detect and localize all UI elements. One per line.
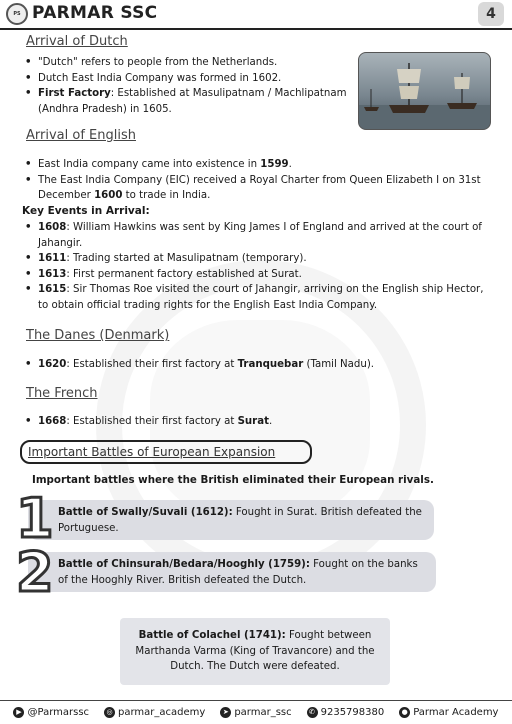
heading-battles: Important Battles of European Expansion xyxy=(20,440,312,464)
french-list xyxy=(24,414,494,430)
danes-list xyxy=(24,357,494,373)
footer-instagram[interactable]: ◎ parmar_academy xyxy=(104,707,205,718)
page-number: 4 xyxy=(478,2,504,26)
list-item: • The East India Company (EIC) received a Royal Charter from Queen Elizabeth I on 31st December 1600 to trade in India. xyxy=(24,173,494,204)
header-divider xyxy=(0,28,512,30)
heading-french: The French xyxy=(26,386,98,401)
english-events-list xyxy=(24,220,494,314)
dutch-ships-image xyxy=(358,52,491,130)
list-item: • 1668: Established their first factory at Surat. xyxy=(24,414,494,430)
english-list xyxy=(24,157,494,204)
instagram-icon: ◎ xyxy=(104,707,115,718)
battles-intro: Important battles where the British eliminated their European rivals. xyxy=(32,474,434,486)
battle-number-1: 1 xyxy=(16,487,54,550)
heading-dutch: Arrival of Dutch xyxy=(26,34,128,49)
footer-youtube[interactable]: ▶ @Parmarssc xyxy=(13,707,89,718)
battle-card-2: Battle of Chinsurah/Bedara/Hooghly (1759): Fought on the banks of the Hooghly River. British defeated the Dutch. xyxy=(28,552,436,592)
telegram-icon: ➤ xyxy=(220,707,231,718)
list-item: • "Dutch" refers to people from the Netherlands. xyxy=(24,55,359,71)
battle-card-3: Battle of Colachel (1741): Fought between Marthanda Varma (King of Travancore) and the Dutch. The Dutch were defeated. xyxy=(120,618,390,685)
battle-card-1: Battle of Swally/Suvali (1612): Fought in Surat. British defeated the Portuguese. xyxy=(28,500,434,540)
list-item: • 1620: Established their first factory at Tranquebar (Tamil Nadu). xyxy=(24,357,494,373)
list-item: • 1608: William Hawkins was sent by King James I of England and arrived at the court of Jahangir. xyxy=(24,220,494,251)
key-events-label: Key Events in Arrival: xyxy=(22,205,150,217)
app-logo-icon: ● xyxy=(399,707,410,718)
list-item: • Dutch East India Company was formed in 1602. xyxy=(24,71,359,87)
heading-danes: The Danes (Denmark) xyxy=(26,328,170,343)
list-item: • First Factory: Established at Masulipatnam / Machlipatnam (Andhra Pradesh) in 1605. xyxy=(24,86,359,117)
list-item: • 1615: Sir Thomas Roe visited the court of Jahangir, arriving on the English ship Hector, to obtain official trading rights for the English East India Company. xyxy=(24,282,494,313)
list-item: • East India company came into existence in 1599. xyxy=(24,157,494,173)
brand-title: PARMAR SSC xyxy=(32,3,158,23)
phone-icon: ✆ xyxy=(307,707,318,718)
brand-logo-icon: PS xyxy=(6,3,28,25)
list-item: • 1611: Trading started at Masulipatnam (temporary). xyxy=(24,251,494,267)
heading-english: Arrival of English xyxy=(26,128,136,143)
page-footer xyxy=(0,700,512,724)
page-header xyxy=(0,0,512,28)
footer-app[interactable]: ● Parmar Academy xyxy=(399,707,498,718)
youtube-icon: ▶ xyxy=(13,707,24,718)
list-item: • 1613: First permanent factory established at Surat. xyxy=(24,267,494,283)
battle-number-2: 2 xyxy=(16,541,54,604)
footer-telegram[interactable]: ➤ parmar_ssc xyxy=(220,707,291,718)
dutch-list xyxy=(24,55,359,117)
footer-phone[interactable]: ✆ 9235798380 xyxy=(307,707,385,718)
